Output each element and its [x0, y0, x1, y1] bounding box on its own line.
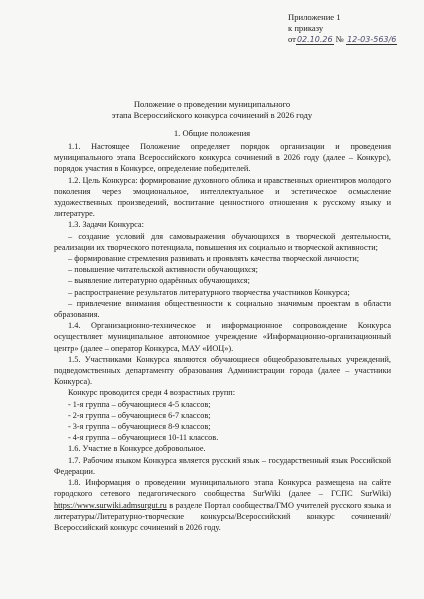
group-item: - 3-я группа – обучающиеся 8-9 классов; — [68, 422, 211, 432]
order-date-prefix: от — [288, 34, 296, 45]
surwiki-link[interactable]: https://www.surwiki.admsurgut.ru — [54, 500, 167, 510]
task-item: – распространение результатов литературного творчества участников Конкурса; — [68, 287, 350, 297]
order-date-handwritten: 02.10.26 — [296, 35, 333, 45]
task-item: – повышение читательской активности обучающихся; — [68, 265, 258, 275]
title-line-2: этапа Всероссийского конкурса сочинений в 2026 году — [111, 109, 313, 120]
paragraph-1-2: 1.2. Цель Конкурса: формирование духовного облика и нравственных ориентиров молодого поколения через эмоциональное, интеллектуальное и эстетическое осмысление художественных произведений, воспитание ценностного отношения к русскому языку и литературе. — [54, 175, 391, 219]
group-item: - 2-я группа – обучающиеся 6-7 классов; — [68, 410, 211, 420]
paragraph-1-8 — [54, 477, 391, 533]
task-item: – выявление литературно одарённых обучающихся; — [68, 276, 250, 286]
groups-intro: Конкурс проводится среди 4 возрастных групп: — [68, 388, 235, 398]
appendix-label: Приложение 1 — [288, 12, 341, 22]
paragraph-1-3: 1.3. Задачи Конкурса: — [68, 220, 144, 230]
order-number-handwritten: 12-03-563/6 — [347, 35, 397, 45]
document-body — [54, 141, 391, 533]
task-item: – привлечение внимания общественности к социально значимым проектам в области образования. — [54, 298, 391, 320]
group-item: - 1-я группа – обучающиеся 4-5 классов; — [68, 399, 211, 409]
appendix-header — [288, 12, 397, 46]
paragraph-1-4: 1.4. Организационно-техническое и информационное сопровождение Конкурса осуществляет муниципальное автономное учреждение «Информационно-организационный центр» (далее – оператор Конкурса, МАУ «ИОЦ»). — [54, 321, 391, 353]
order-date-number — [288, 34, 397, 45]
order-number-sign: № — [335, 34, 344, 45]
paragraph-1-6: 1.6. Участие в Конкурсе добровольное. — [68, 444, 206, 454]
order-label: к приказу — [288, 23, 324, 34]
task-item: – создание условий для самовыражения обучающихся в творческой деятельности, реализации их творческого потенциала, повышения их социально и творческой активности; — [54, 231, 391, 252]
group-item: - 4-я группа – обучающиеся 10-11 классов. — [68, 433, 219, 443]
document-title — [0, 99, 424, 121]
title-line-1: Положение о проведении муниципального — [133, 99, 291, 109]
paragraph-1-8-text-end: в разделе Портал сообщества/ГМО учителей русского языка и литературы/Литературно-творческие конкурсы/Всероссийский конкурс сочинений/Всероссийский конкурс сочинений в 2026 году. — [54, 500, 391, 532]
paragraph-1-5: 1.5. Участниками Конкурса являются обучающиеся общеобразовательных учреждений, подведомственных департаменту образования Администрации города (далее – участники Конкурса). — [54, 354, 391, 387]
paragraph-1-8-text-start: 1.8. Информация о проведении муниципального этапа Конкурса размещена на сайте городского сетевого педагогического сообщества SurWiki (далее – ГСПС SurWiki) — [54, 478, 391, 499]
section-heading: 1. Общие положения — [173, 128, 251, 138]
paragraph-1-7: 1.7. Рабочим языком Конкурса является русский язык – государственный язык Российской Федерации. — [54, 455, 391, 476]
paragraph-1-1: 1.1. Настоящее Положение определяет порядок организации и проведения муниципального этапа Всероссийского конкурса сочинений в 2026 году (далее – Конкурс), порядок участия в Конкурсе, определение победителей. — [54, 142, 391, 174]
task-item: – формирование стремления развивать и проявлять качества творческой личности; — [68, 254, 360, 264]
